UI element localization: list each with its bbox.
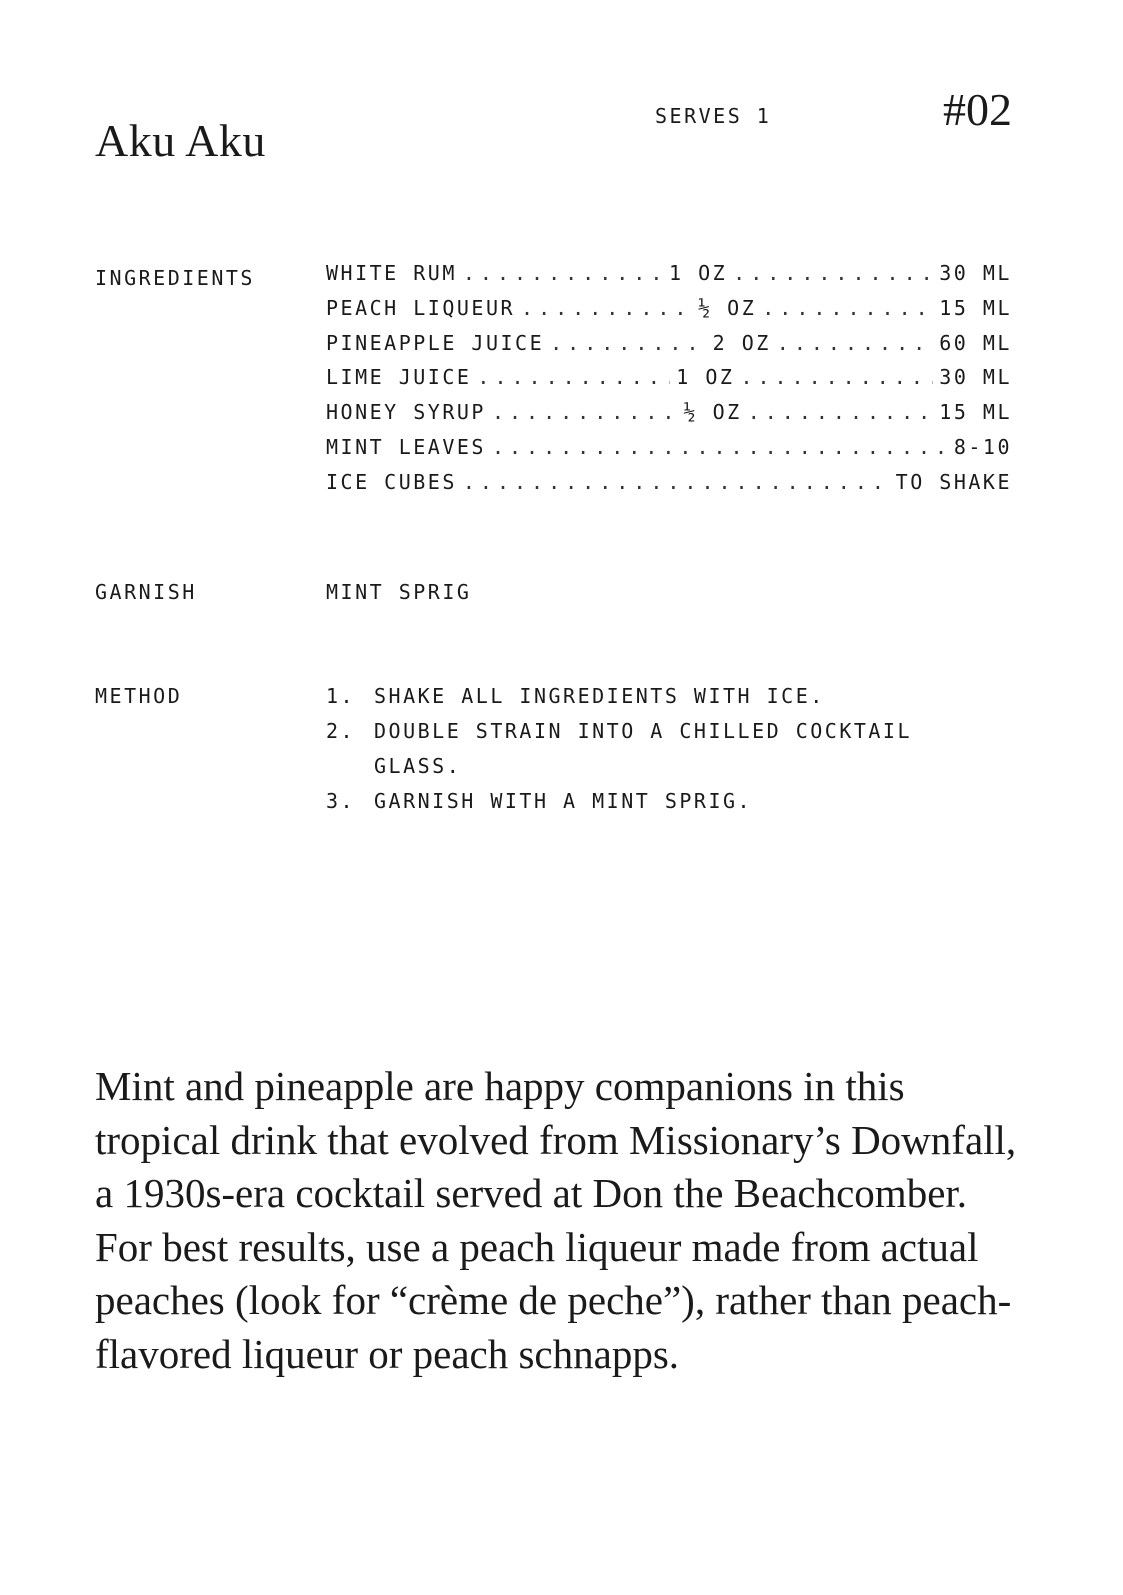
- step-number: 2.: [326, 719, 356, 743]
- method-steps: [326, 679, 966, 819]
- leader-dots: [521, 296, 692, 320]
- leader-dots: [550, 331, 706, 355]
- step-text: SHAKE ALL INGREDIENTS WITH ICE.: [374, 684, 825, 708]
- ingredient-row: [326, 435, 1012, 470]
- ingredient-row: [326, 296, 1012, 331]
- ingredient-oz: 1 OZ: [668, 261, 728, 285]
- leader-dots: [463, 261, 663, 285]
- leader-dots: [740, 365, 933, 389]
- ingredient-row: [326, 261, 1012, 296]
- recipe-number: #02: [943, 84, 1012, 135]
- leader-dots: [492, 400, 678, 424]
- ingredient-row: [326, 365, 1012, 400]
- leader-dots: [748, 400, 934, 424]
- ingredient-ml: TO SHAKE: [895, 469, 1012, 494]
- garnish-label: GARNISH: [95, 580, 197, 604]
- step-text: DOUBLE STRAIN INTO A CHILLED COCKTAIL GLASS.: [374, 719, 913, 778]
- serves-count: SERVES 1: [655, 104, 772, 128]
- ingredient-ml: 15 ML: [939, 400, 1012, 425]
- method-label: METHOD: [95, 684, 183, 708]
- ingredient-row: [326, 470, 1012, 505]
- ingredient-ml: 60 ML: [939, 330, 1012, 355]
- method-step: [326, 784, 966, 819]
- step-text: GARNISH WITH A MINT SPRIG.: [374, 789, 753, 813]
- ingredient-name: PEACH LIQUEUR: [326, 295, 516, 320]
- ingredient-name: WHITE RUM: [326, 261, 457, 285]
- ingredients-label: INGREDIENTS: [95, 266, 255, 290]
- step-number: 3.: [326, 789, 356, 813]
- step-number: 1.: [326, 684, 356, 708]
- ingredient-ml: 30 ML: [939, 261, 1012, 285]
- leader-dots: [762, 296, 933, 320]
- recipe-description: Mint and pineapple are happy companions in this tropical drink that evolved from Missionary’s Downfall, a 1930s-era cocktail served at Don the Beachcomber. For best results, use a peach liqueur made from actual peaches (look for “crème de peche”), rather than peach-flavored liqueur or peach schnapps.: [95, 1063, 1017, 1377]
- ingredient-ml: 8-10: [953, 434, 1012, 459]
- ingredient-oz: ½ OZ: [698, 295, 757, 320]
- ingredient-row: [326, 400, 1012, 435]
- ingredient-name: MINT LEAVES: [326, 434, 486, 459]
- ingredient-row: [326, 331, 1012, 366]
- leader-dots: [463, 470, 890, 494]
- ingredient-oz: 1 OZ: [676, 365, 735, 390]
- leader-dots: [777, 331, 933, 355]
- ingredient-name: PINEAPPLE JUICE: [326, 330, 545, 355]
- leader-dots: [733, 261, 933, 285]
- garnish-value: MINT SPRIG: [326, 580, 472, 604]
- recipe-title: Aku Aku: [95, 114, 266, 166]
- leader-dots: [492, 435, 948, 459]
- leader-dots: [477, 365, 670, 389]
- ingredient-ml: 15 ML: [939, 295, 1012, 320]
- method-step: [326, 714, 966, 784]
- ingredient-ml: 30 ML: [939, 365, 1012, 390]
- ingredient-name: ICE CUBES: [326, 469, 457, 494]
- ingredient-name: LIME JUICE: [326, 365, 472, 390]
- ingredient-oz: ½ OZ: [683, 400, 742, 425]
- ingredients-list: [326, 261, 1012, 505]
- ingredient-oz: 2 OZ: [712, 330, 771, 355]
- ingredient-name: HONEY SYRUP: [326, 400, 486, 425]
- method-step: [326, 679, 966, 714]
